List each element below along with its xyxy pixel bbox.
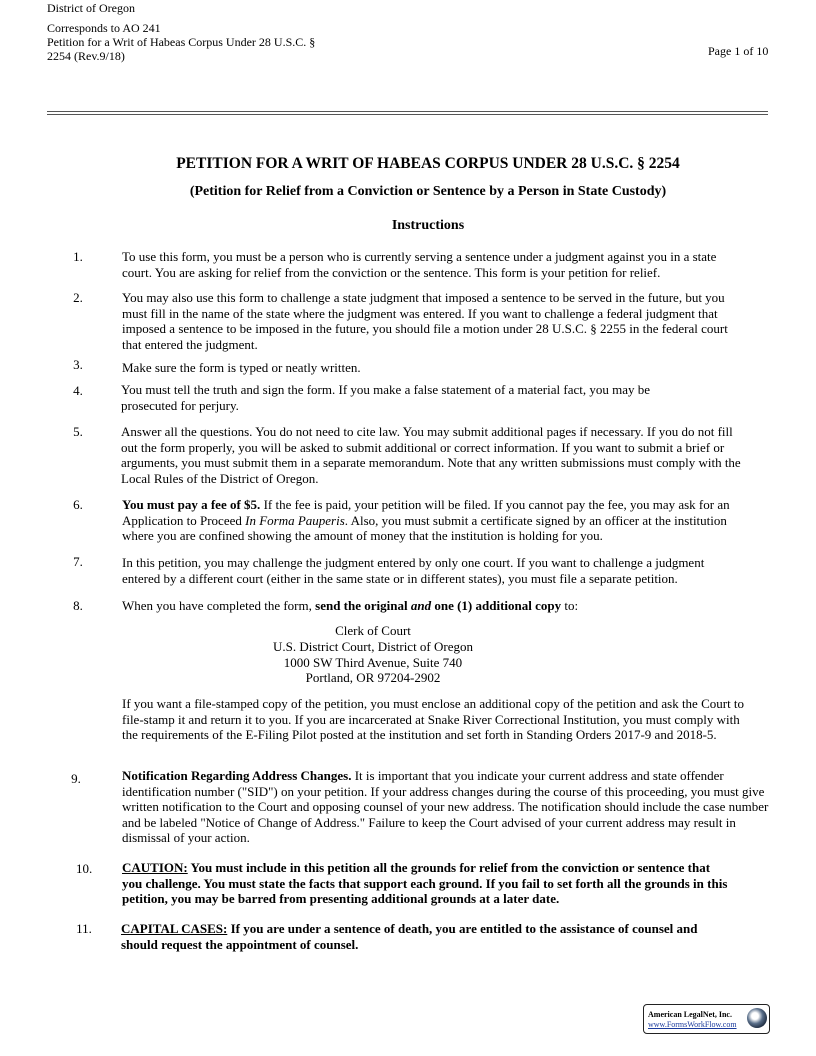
form-title-line-2: 2254 (Rev.9/18) xyxy=(47,49,125,63)
capital-cases-label: CAPITAL CASES: xyxy=(121,921,228,936)
instruction-7: In this petition, you may challenge the judgment entered by only one court. If you want to challenge a judgment entered by a different court (either in the same state or in different states), you must file a separate petition. xyxy=(122,555,705,586)
item-number: 11. xyxy=(76,921,92,936)
district-label: District of Oregon xyxy=(47,1,135,15)
instruction-6: You must pay a fee of $5. If the fee is paid, your petition will be filed. If you cannot pay the fee, you may ask for an Application to Proceed In Forma Pauperis. Also, you must submit a certificate signed by an officer at the institution where you are confined showing the amount of money that the institution is holding for you. xyxy=(122,497,730,543)
instruction-1: To use this form, you must be a person who is currently serving a sentence under a judgment against you in a state court. You are asking for relief from the conviction or the sentence. This form is your petition for relief. xyxy=(122,249,717,280)
caution-label: CAUTION: xyxy=(122,860,188,875)
address-line: U.S. District Court, District of Oregon xyxy=(272,638,474,654)
fee-notice: You must pay a fee of $5. xyxy=(122,497,261,512)
item-number: 9. xyxy=(71,771,81,786)
page-number: Page 1 of 10 xyxy=(708,44,769,58)
address-line: 1000 SW Third Avenue, Suite 740 xyxy=(283,654,463,670)
page-title: PETITION FOR A WRIT OF HABEAS CORPUS UNDER 28 U.S.C. § 2254 xyxy=(176,155,680,172)
instruction-8: When you have completed the form, send the original and one (1) additional copy to: xyxy=(122,598,579,613)
instruction-2: You may also use this form to challenge a state judgment that imposed a sentence to be served in the future, but you must fill in the name of the state where the judgment was entered. If you want to challenge a federal judgment that imposed a sentence to be imposed in the future, you should file a motion under 28 U.S.C. § 2255 in the federal court that entered the judgment. xyxy=(122,290,728,352)
item-number: 10. xyxy=(76,861,93,876)
item-number: 5. xyxy=(73,424,83,439)
instruction-10: CAUTION: You must include in this petition all the grounds for relief from the conviction or sentence that you challenge. You must state the facts that support each ground. If you fail to set forth all the grounds in this petition, you may be barred from presenting additional grounds at a later date. xyxy=(122,860,728,906)
address-line: Portland, OR 97204-2902 xyxy=(305,670,441,686)
item-number: 6. xyxy=(73,497,83,512)
address-change-heading: Notification Regarding Address Changes. xyxy=(122,768,352,783)
instructions-heading: Instructions xyxy=(391,218,465,233)
item-number: 7. xyxy=(73,554,83,569)
item-number: 4. xyxy=(73,383,83,398)
page-subtitle: (Petition for Relief from a Conviction or Sentence by a Person in State Custody) xyxy=(189,184,667,199)
item-number: 2. xyxy=(73,290,83,305)
corresponds-label: Corresponds to AO 241 xyxy=(47,21,161,35)
form-title-line-1: Petition for a Writ of Habeas Corpus Under 28 U.S.C. § xyxy=(47,35,316,49)
instruction-8-followup: If you want a file-stamped copy of the petition, you must enclose an additional copy of the petition and ask the Court to file-stamp it and return it to you. If you are incarcerated at Snake River Correctional Institution, you must comply with the requirements of the E-Filing Pilot posted at the institution and set forth in Standing Orders 2017-9 and 2018-5. xyxy=(122,696,745,742)
in-forma-pauperis: In Forma Pauperis xyxy=(245,512,345,528)
mailing-address xyxy=(258,623,488,686)
item-number: 3. xyxy=(73,357,83,372)
instruction-5: Answer all the questions. You do not need to cite law. You may submit additional pages if necessary. If you do not fill out the form properly, you will be asked to submit additional or correct information. If you want to submit a brief or arguments, you must submit them in a separate memorandum. Note that any written submissions must comply with the Local Rules of the District of Oregon. xyxy=(121,424,741,486)
legalnet-badge[interactable] xyxy=(643,1004,770,1034)
instruction-9: Notification Regarding Address Changes. It is important that you indicate your current address and state offender identification number ("SID") on your petition. If your address changes during the course of this proceeding, you must give written notification to the Court and opposing counsel of your new address. The notification should include the case number and be labeled "Notice of Change of Address." Failure to keep the Court advised of your current address may result in dismissal of your action. xyxy=(122,768,769,845)
header-divider-top xyxy=(47,111,768,112)
badge-link[interactable]: www.FormsWorkFlow.com xyxy=(648,1020,737,1029)
badge-name: American LegalNet, Inc. xyxy=(648,1010,732,1019)
item-number: 8. xyxy=(73,598,83,613)
instruction-3: Make sure the form is typed or neatly written. xyxy=(122,360,361,375)
globe-logo-icon xyxy=(747,1008,767,1028)
instruction-4: You must tell the truth and sign the form. If you make a false statement of a material fact, you may be prosecuted for perjury. xyxy=(121,382,651,413)
instruction-11: CAPITAL CASES: If you are under a sentence of death, you are entitled to the assistance of counsel and should request the appointment of counsel. xyxy=(121,921,698,952)
header-divider-bottom xyxy=(47,114,768,115)
address-line: Clerk of Court xyxy=(335,623,411,638)
item-number: 1. xyxy=(73,249,83,264)
